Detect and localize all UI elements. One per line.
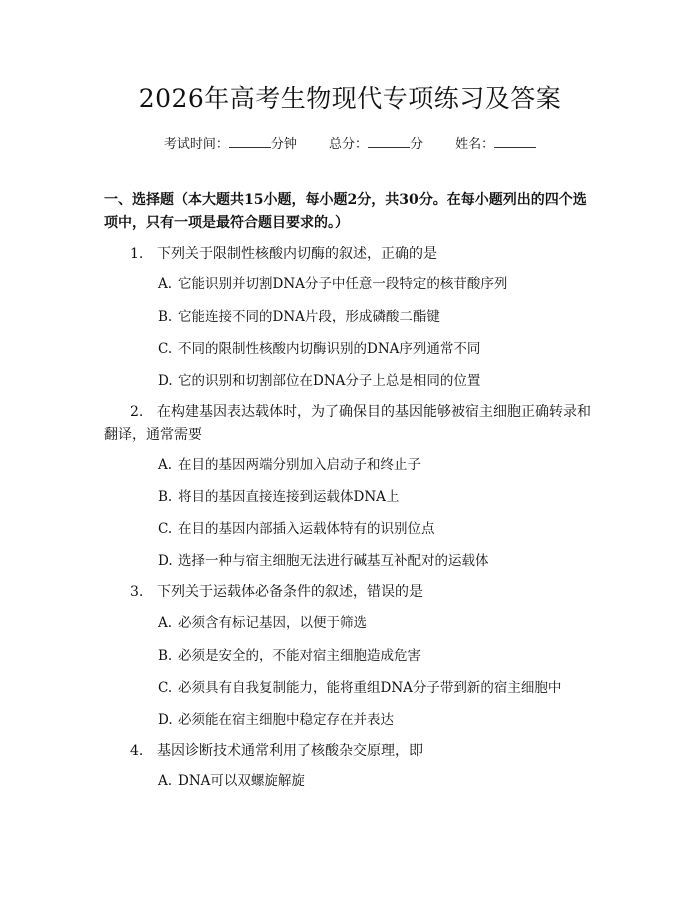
option-4a[interactable]	[158, 771, 588, 791]
option-letter: D.	[158, 373, 173, 389]
option-text: 不同的限制性核酸内切酶识别的DNA序列通常不同	[178, 341, 481, 357]
option-letter: C.	[158, 521, 173, 537]
question-stem: 下列关于限制性核酸内切酶的叙述，正确的是	[157, 246, 437, 262]
option-1b[interactable]	[158, 307, 588, 327]
question-4	[104, 740, 594, 763]
option-3c[interactable]	[158, 678, 588, 698]
option-letter: C.	[158, 341, 173, 357]
option-2c[interactable]	[158, 519, 588, 539]
exam-time-unit: 分钟	[270, 137, 297, 152]
option-text: 选择一种与宿主细胞无法进行碱基互补配对的运载体	[178, 553, 489, 569]
option-1d[interactable]	[158, 371, 588, 391]
total-score-field	[329, 132, 423, 155]
name-blank[interactable]	[494, 132, 536, 148]
option-letter: B.	[158, 648, 173, 664]
option-text: 将目的基因直接连接到运载体DNA上	[178, 489, 400, 505]
question-3	[104, 581, 594, 604]
option-text: 在目的基因两端分别加入启动子和终止子	[178, 457, 421, 473]
question-number: 4.	[130, 743, 144, 759]
exam-time-blank[interactable]	[229, 132, 271, 148]
question-number: 3.	[130, 584, 144, 600]
option-text: 它能识别并切割DNA分子中任意一段特定的核苷酸序列	[178, 276, 508, 292]
option-letter: A.	[158, 773, 173, 789]
question-stem: 下列关于运载体必备条件的叙述，错误的是	[157, 584, 423, 600]
option-text: 必须含有标记基因，以便于筛选	[178, 615, 367, 631]
option-1c[interactable]	[158, 339, 588, 359]
option-3b[interactable]	[158, 646, 588, 666]
exam-info-line	[0, 132, 700, 155]
option-2d[interactable]	[158, 551, 588, 571]
option-3d[interactable]	[158, 710, 588, 730]
exam-time-label: 考试时间：	[163, 137, 229, 152]
option-2a[interactable]	[158, 455, 588, 475]
option-text: DNA可以双螺旋解旋	[178, 773, 305, 789]
option-text: 它的识别和切割部位在DNA分子上总是相同的位置	[178, 373, 481, 389]
option-letter: B.	[158, 309, 173, 325]
option-letter: D.	[158, 712, 173, 728]
option-letter: C.	[158, 680, 173, 696]
option-3a[interactable]	[158, 613, 588, 633]
total-score-label: 总分：	[328, 137, 368, 152]
question-2	[104, 401, 594, 447]
section-heading: 一、选择题（本大题共15小题，每小题2分，共30分。在每小题列出的四个选项中，只有一项是最符合题目要求的。）	[104, 192, 587, 231]
question-1	[104, 243, 594, 266]
option-text: 它能连接不同的DNA片段，形成磷酸二酯键	[178, 309, 440, 325]
option-1a[interactable]	[158, 274, 588, 294]
option-letter: A.	[158, 615, 173, 631]
name-label: 姓名：	[455, 137, 495, 152]
option-text: 必须具有自我复制能力，能将重组DNA分子带到新的宿主细胞中	[178, 680, 562, 696]
option-letter: A.	[158, 276, 173, 292]
question-stem: 基因诊断技术通常利用了核酸杂交原理，即	[157, 743, 423, 759]
document-title: 2026年高考生物现代专项练习及答案	[138, 84, 562, 113]
question-stem: 在构建基因表达载体时，为了确保目的基因能够被宿主细胞正确转录和翻译，通常需要	[104, 404, 591, 443]
option-text: 必须是安全的，不能对宿主细胞造成危害	[178, 648, 421, 664]
question-number: 1.	[130, 246, 144, 262]
exam-time-field	[164, 132, 297, 155]
option-letter: D.	[158, 553, 173, 569]
question-number: 2.	[130, 404, 144, 420]
option-letter: A.	[158, 457, 173, 473]
option-letter: B.	[158, 489, 173, 505]
option-text: 在目的基因内部插入运载体特有的识别位点	[178, 521, 435, 537]
name-field	[455, 132, 536, 155]
option-2b[interactable]	[158, 487, 588, 507]
total-score-unit: 分	[410, 137, 424, 152]
option-text: 必须能在宿主细胞中稳定存在并表达	[178, 712, 394, 728]
total-score-blank[interactable]	[368, 132, 410, 148]
